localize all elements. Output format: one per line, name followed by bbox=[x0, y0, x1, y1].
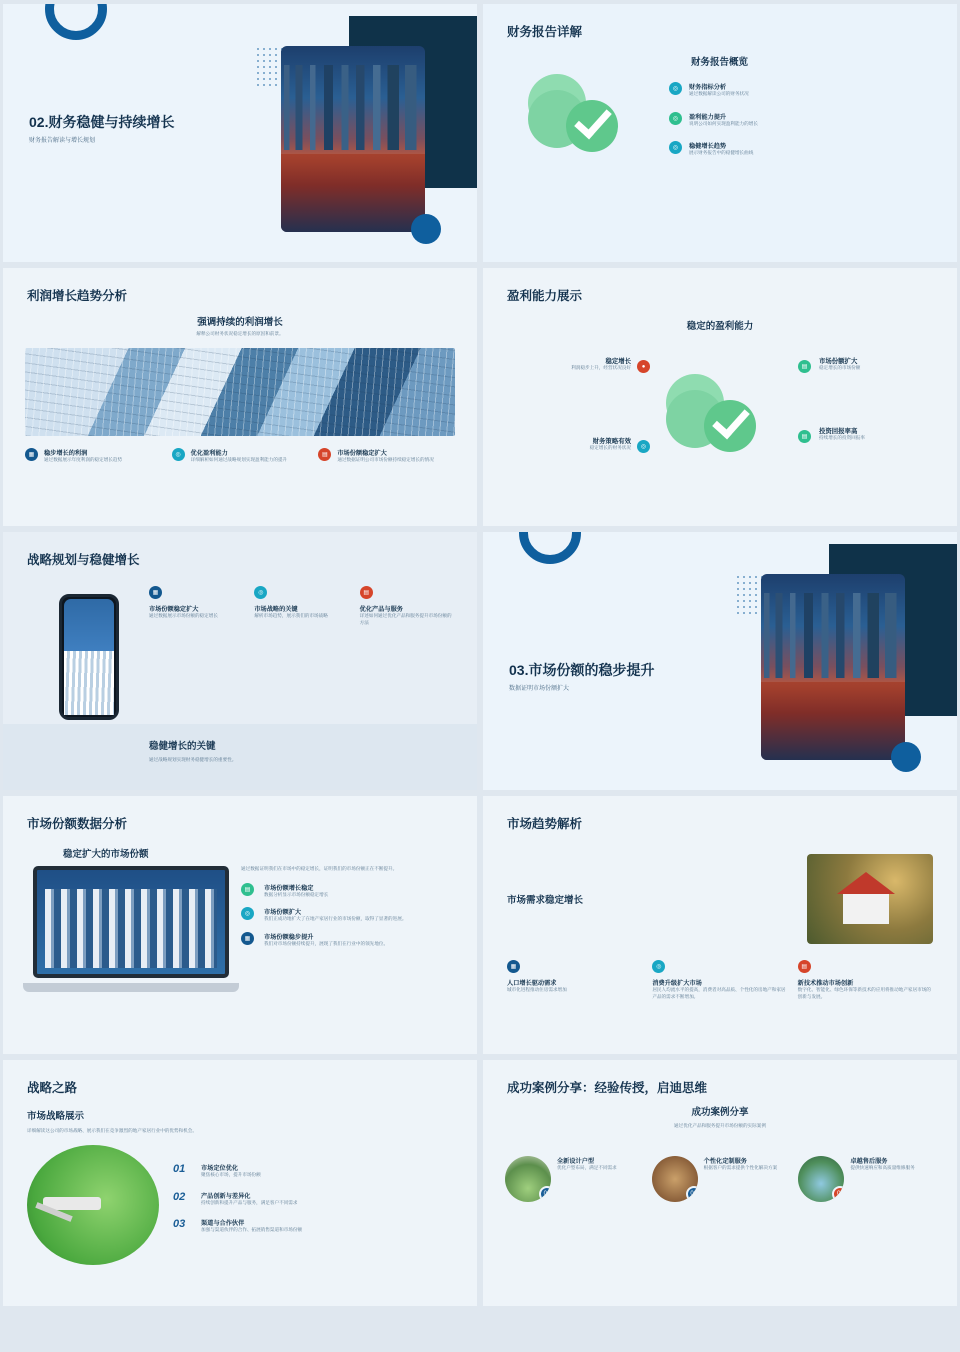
list-item bbox=[819, 426, 939, 442]
item-desc: 我们正成功地扩大了在地产家居行业的市场份额，取得了显著的进展。 bbox=[264, 916, 407, 922]
item-number: 03 bbox=[173, 1218, 186, 1231]
list-item bbox=[172, 448, 309, 464]
item-desc: 稳定增长的市场份额 bbox=[819, 365, 861, 370]
slide-success-cases bbox=[483, 1060, 957, 1306]
item-label: 稳健增长趋势 bbox=[689, 143, 727, 151]
ring-decoration bbox=[519, 532, 581, 564]
item-label: 优化产品与服务 bbox=[359, 606, 403, 613]
slide-market-data bbox=[3, 796, 477, 1054]
item-label: 市场份额扩大 bbox=[264, 909, 302, 917]
item-desc: 优化户型布局，满足不同需求 bbox=[557, 1164, 617, 1170]
share-icon: ▤ bbox=[798, 360, 811, 373]
item-label: 优化盈利能力 bbox=[190, 449, 228, 457]
item-desc: 数字化、智能化、绿色环保等新技术的应用将推动地产家居市场的创新与发展。 bbox=[797, 987, 931, 999]
item-label: 市场定位优化 bbox=[201, 1165, 239, 1173]
list-item bbox=[149, 586, 244, 626]
list-item bbox=[254, 586, 349, 626]
return-icon: ▤ bbox=[798, 430, 811, 443]
page-subtitle: 财务报告解读与增长规划 bbox=[29, 138, 96, 144]
item-label: 消费升级扩大市场 bbox=[652, 980, 702, 987]
item-desc: 聚焦核心市场，提升市场份额 bbox=[201, 1172, 261, 1178]
item-desc: 通过数据展示年度利润的稳定增长趋势 bbox=[44, 456, 123, 462]
slide-cover-02 bbox=[3, 4, 477, 262]
item-label: 个性化定制服务 bbox=[703, 1157, 747, 1165]
item-desc: 详细解析如何通过战略规划实现盈利能力的提升 bbox=[190, 456, 288, 462]
list-item bbox=[507, 960, 642, 1000]
section-intro: 详细解读这公司的市场战略、展示我们在竞争激烈的地产家居行业中的优势和机会。 bbox=[27, 1128, 197, 1133]
item-desc: 通过数据解读公司的财务状况 bbox=[689, 91, 749, 96]
list-item bbox=[241, 932, 455, 948]
footer-title: 稳健增长的关键 bbox=[149, 741, 216, 752]
item-desc: 提供快速响应和高质量维修服务 bbox=[850, 1164, 915, 1170]
list-item bbox=[511, 356, 631, 372]
page-title: 战略规划与稳健增长 bbox=[27, 553, 140, 567]
item-label: 财务指标分析 bbox=[689, 84, 727, 91]
list-item bbox=[669, 112, 933, 128]
population-icon: ▦ bbox=[507, 960, 520, 973]
strategy-icon: ◎ bbox=[637, 440, 650, 453]
city-skyline-photo bbox=[281, 46, 425, 232]
page-title: 市场趋势解析 bbox=[507, 817, 583, 831]
consume-icon: ◎ bbox=[652, 960, 665, 973]
list-item bbox=[173, 1191, 453, 1207]
page-title: 02.财务稳健与持续增长 bbox=[29, 114, 175, 130]
classic-building-photo bbox=[652, 1156, 698, 1202]
growth-icon: ◎ bbox=[669, 112, 682, 125]
office-buildings-photo bbox=[25, 348, 455, 436]
item-desc: 我们对市场份额持续提升，展现了我们在行业中的领先地位。 bbox=[264, 940, 389, 946]
share-icon: ▤ bbox=[318, 448, 331, 461]
list-item bbox=[241, 907, 455, 923]
list-item bbox=[25, 448, 162, 464]
section-heading: 强调持续的利润增长 bbox=[197, 317, 283, 328]
item-desc: 通过数据证明公司市场份额持续稳定增长的情况 bbox=[337, 456, 434, 462]
list-item bbox=[511, 436, 631, 452]
coins-illustration bbox=[522, 66, 642, 158]
section-subheading: 解释公司财务状况稳定增长的原因和前景。 bbox=[196, 331, 284, 336]
list-item bbox=[173, 1218, 453, 1234]
share-icon: ◎ bbox=[241, 907, 254, 920]
city-skyline-photo bbox=[761, 574, 905, 760]
item-label: 市场份额稳步提升 bbox=[264, 933, 314, 941]
item-desc: 展示财务报告中的稳健增长曲线 bbox=[689, 150, 754, 156]
money-icon: ▦ bbox=[25, 448, 38, 461]
page-title: 成功案例分享：经验传授，启迪思维 bbox=[507, 1081, 708, 1095]
section-heading: 稳定扩大的市场份额 bbox=[63, 849, 149, 860]
item-label: 财务策略有效 bbox=[592, 438, 631, 445]
list-item bbox=[241, 883, 455, 899]
slide-cover-03 bbox=[483, 532, 957, 790]
slide-profitability bbox=[483, 268, 957, 526]
target-icon: ◎ bbox=[254, 586, 267, 599]
item-desc: 居民人均流水平的提高，消费者对高品质、个性化的房地产和家居产品的需求不断增加。 bbox=[652, 987, 786, 999]
item-desc: 详述如何通过优化产品和服务提升市场份额的方法 bbox=[359, 613, 452, 625]
case-number-badge: 03 bbox=[832, 1186, 844, 1202]
item-label: 渠道与合作伙伴 bbox=[201, 1220, 245, 1228]
item-desc: 说明公司如何实现盈利能力的增长 bbox=[689, 120, 758, 126]
page-title: 市场份额数据分析 bbox=[27, 817, 128, 831]
share-icon: ▦ bbox=[149, 586, 162, 599]
trend-icon: ◎ bbox=[669, 141, 682, 154]
list-item bbox=[798, 960, 933, 1000]
coins-illustration bbox=[660, 366, 780, 458]
item-label: 投资回报率高 bbox=[819, 428, 858, 435]
item-desc: 加强与渠道伙伴的合作、拓展销售渠道和市场份额 bbox=[201, 1227, 303, 1233]
ring-decoration bbox=[45, 4, 107, 40]
item-number: 02 bbox=[173, 1190, 186, 1203]
page-title: 利润增长趋势分析 bbox=[27, 289, 128, 303]
service-icon: ▤ bbox=[360, 586, 373, 599]
chart-icon: ◎ bbox=[669, 82, 682, 95]
item-label: 市场战略的关键 bbox=[254, 606, 298, 613]
smartphone-mockup bbox=[59, 594, 119, 720]
case-number-badge: 02 bbox=[686, 1186, 698, 1202]
green-home-photo bbox=[798, 1156, 844, 1202]
item-label: 稳定增长 bbox=[605, 358, 631, 365]
trend-icon: ▦ bbox=[241, 932, 254, 945]
page-title: 战略之路 bbox=[27, 1081, 78, 1095]
list-item bbox=[669, 141, 933, 157]
list-item bbox=[669, 82, 933, 98]
footer-band bbox=[3, 724, 477, 790]
item-label: 市场份额增长稳定 bbox=[264, 884, 314, 892]
item-label: 产品创新与差异化 bbox=[201, 1192, 251, 1200]
page-title: 盈利能力展示 bbox=[507, 289, 583, 303]
list-item bbox=[360, 586, 455, 626]
slide-market-trend bbox=[483, 796, 957, 1054]
slide-strategy-growth bbox=[3, 532, 477, 790]
item-label: 盈利能力提升 bbox=[689, 113, 727, 121]
modern-house-photo bbox=[505, 1156, 551, 1202]
slide-strategy-road bbox=[3, 1060, 477, 1306]
list-item bbox=[505, 1156, 642, 1202]
section-heading: 市场战略展示 bbox=[27, 1111, 85, 1122]
section-heading: 财务报告概览 bbox=[691, 57, 749, 68]
list-item bbox=[819, 356, 939, 372]
coin-icon: ● bbox=[637, 360, 650, 373]
list-item bbox=[173, 1163, 453, 1179]
item-desc: 城市化进程推动住房需求增加 bbox=[507, 987, 567, 992]
page-title: 财务报告详解 bbox=[507, 25, 583, 39]
page-title: 03.市场份额的稳步提升 bbox=[509, 662, 655, 678]
case-number-badge: 01 bbox=[539, 1186, 551, 1202]
tech-icon: ▤ bbox=[798, 960, 811, 973]
laptop-real-estate-photo bbox=[33, 866, 229, 992]
list-item bbox=[652, 1156, 789, 1202]
item-label: 市场份额稳定扩大 bbox=[337, 449, 387, 457]
list-item bbox=[318, 448, 455, 464]
list-item bbox=[652, 960, 787, 1000]
section-intro: 通过优化产品和服务提升市场份额的实际案例 bbox=[674, 1123, 766, 1128]
item-desc: 稳定增长的财务状况 bbox=[589, 445, 631, 450]
section-intro: 通过数据证明我们在市场中的稳定增长，证明我们的市场份额正在不断提升。 bbox=[241, 866, 398, 871]
item-desc: 根据客户的需求提供个性化解决方案 bbox=[703, 1164, 778, 1170]
item-desc: 持续创新和提升产品与服务，满足客户不同需求 bbox=[201, 1199, 298, 1205]
item-label: 新技术推动市场创新 bbox=[797, 980, 854, 987]
footer-desc: 通过战略规划实现财务稳健增长的重要性。 bbox=[149, 757, 237, 762]
section-heading: 成功案例分享 bbox=[691, 1107, 749, 1118]
page-subtitle: 数据证明市场份额扩大 bbox=[509, 686, 570, 692]
item-label: 卓越售后服务 bbox=[850, 1157, 888, 1165]
blue-dot-decoration bbox=[891, 742, 921, 772]
item-label: 全新设计户型 bbox=[557, 1157, 595, 1165]
item-desc: 数据分析显示市场份额稳定增长 bbox=[264, 891, 329, 897]
item-desc: 利润稳步上升，经营状况良好 bbox=[571, 365, 631, 370]
item-label: 市场份额扩大 bbox=[819, 358, 858, 365]
section-heading: 市场需求稳定增长 bbox=[507, 895, 584, 906]
item-label: 人口增长驱动需求 bbox=[507, 980, 557, 987]
blue-dot-decoration bbox=[411, 214, 441, 244]
target-icon: ◎ bbox=[172, 448, 185, 461]
section-heading: 稳定的盈利能力 bbox=[686, 321, 754, 332]
paint-roller-photo bbox=[27, 1145, 159, 1265]
item-label: 稳步增长的利润 bbox=[44, 449, 88, 457]
item-desc: 持续增长的投资回报率 bbox=[819, 435, 865, 440]
item-desc: 通过数据展示市场份额的稳定增长 bbox=[149, 613, 218, 618]
item-desc: 解析市场趋势，展示我们的市场战略 bbox=[254, 613, 328, 618]
slide-finance-report bbox=[483, 4, 957, 262]
item-label: 市场份额稳定扩大 bbox=[149, 606, 199, 613]
item-number: 01 bbox=[173, 1163, 186, 1176]
growth-icon: ▤ bbox=[241, 883, 254, 896]
slide-profit-trend bbox=[3, 268, 477, 526]
hand-holding-house-photo bbox=[807, 854, 933, 944]
list-item bbox=[798, 1156, 935, 1202]
